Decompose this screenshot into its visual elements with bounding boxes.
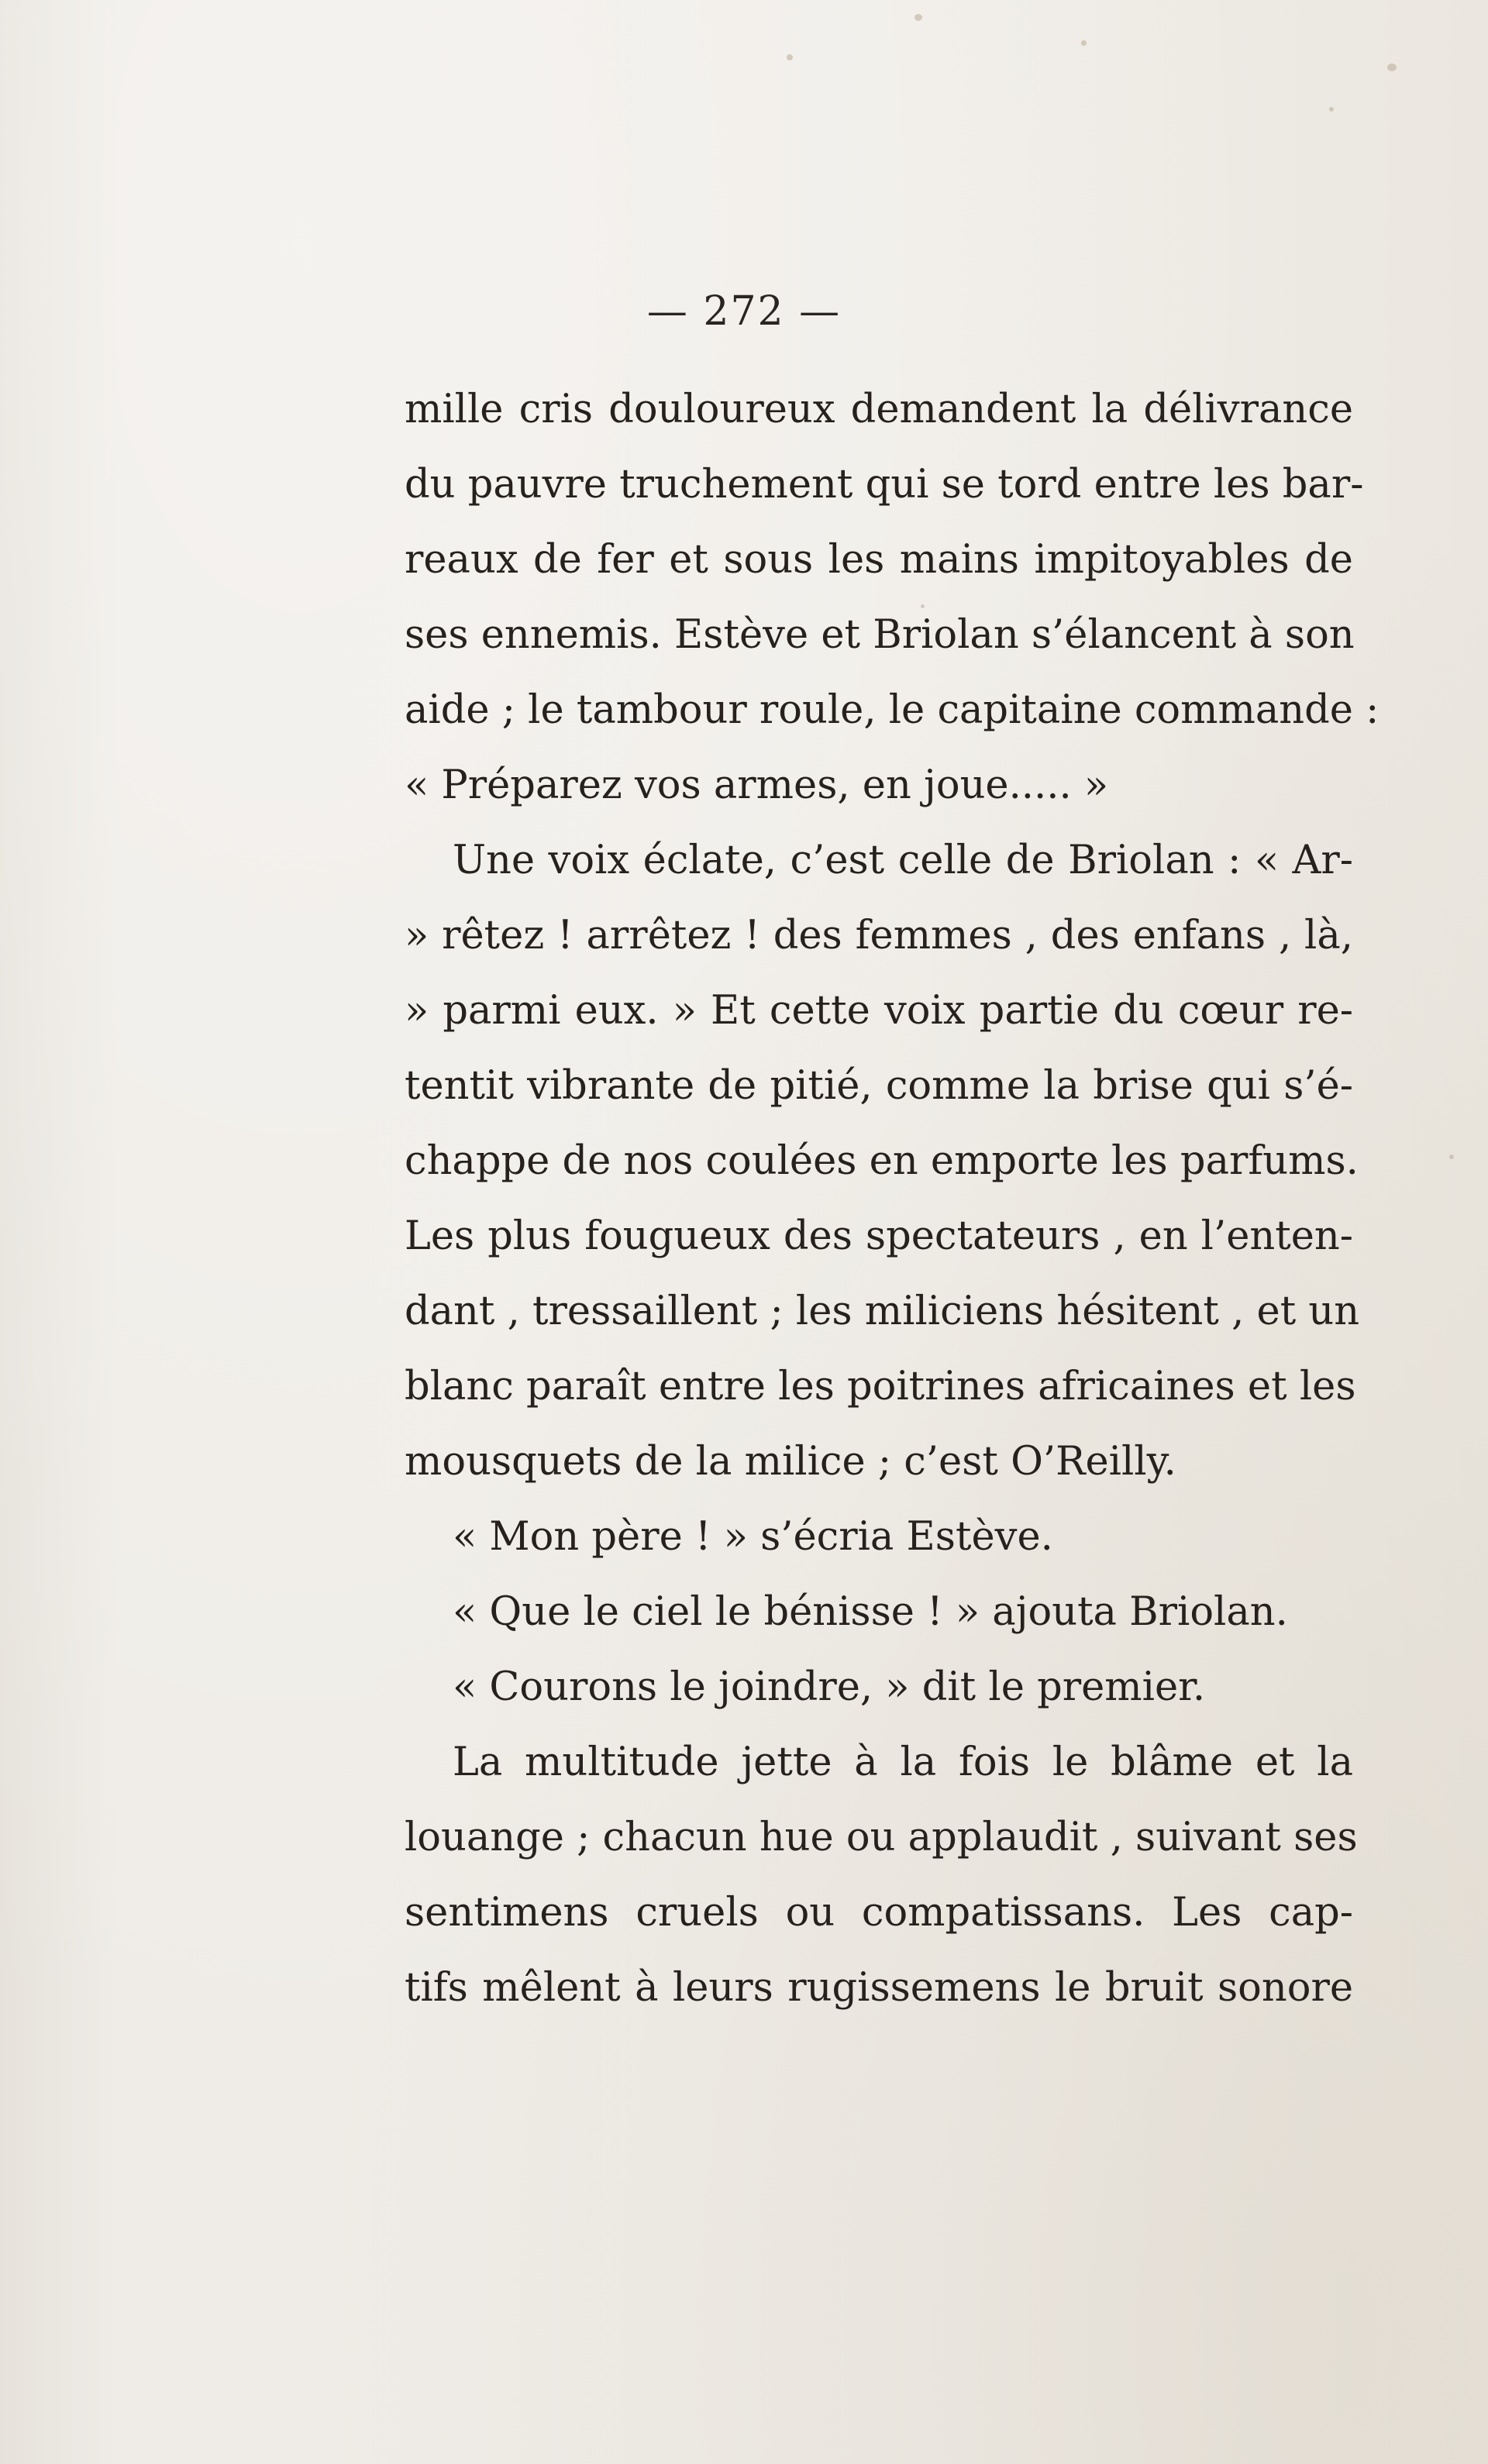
text-line: Une voix éclate, c’est celle de Briolan : « Ar- <box>453 838 1353 883</box>
text-line: aide ; le tambour roule, le capitaine commande : <box>405 687 1380 733</box>
text-line: » parmi eux. » Et cette voix partie du cœur re- <box>405 988 1353 1034</box>
text-line: « Mon père ! » s’écria Estève. <box>453 1514 1053 1560</box>
paper-speck <box>1387 64 1397 71</box>
paper-speck <box>787 54 793 60</box>
text-line: dant , tressaillent ; les miliciens hésitent , et un <box>405 1289 1360 1334</box>
text-line: mousquets de la milice ; c’est O’Reilly. <box>405 1439 1176 1485</box>
text-line: » rêtez ! arrêtez ! des femmes , des enfans , là, <box>405 913 1353 958</box>
paper-speck <box>1329 107 1334 112</box>
text-line: sentimens cruels ou compatissans. Les cap- <box>405 1890 1353 1936</box>
text-line: ses ennemis. Estève et Briolan s’élancent à son <box>405 612 1355 658</box>
text-line: « Que le ciel le bénisse ! » ajouta Briolan. <box>453 1589 1288 1635</box>
text-line: La multitude jette à la fois le blâme et la <box>453 1740 1353 1785</box>
text-line: reaux de fer et sous les mains impitoyables de <box>405 537 1353 583</box>
text-line: mille cris douloureux demandent la délivrance <box>405 387 1353 432</box>
page-number: — 272 — <box>646 288 842 335</box>
paper-speck <box>1081 40 1087 46</box>
text-line: tifs mêlent à leurs rugissemens le bruit sonore <box>405 1965 1353 2011</box>
text-line: « Courons le joindre, » dit le premier. <box>453 1664 1206 1710</box>
paper-speck <box>1449 1155 1454 1159</box>
paper-speck <box>914 14 922 21</box>
text-line: tentit vibrante de pitié, comme la brise qui s’é- <box>405 1063 1353 1109</box>
body-text <box>405 372 1380 2025</box>
text-line: « Préparez vos armes, en joue..... » <box>405 762 1109 808</box>
text-line: du pauvre truchement qui se tord entre les bar- <box>405 462 1364 508</box>
text-line: Les plus fougueux des spectateurs , en l’enten- <box>405 1213 1353 1259</box>
text-line: louange ; chacun hue ou applaudit , suivant ses <box>405 1815 1358 1860</box>
text-line: chappe de nos coulées en emporte les parfums. <box>405 1138 1359 1184</box>
text-line: blanc paraît entre les poitrines africaines et les <box>405 1364 1356 1409</box>
